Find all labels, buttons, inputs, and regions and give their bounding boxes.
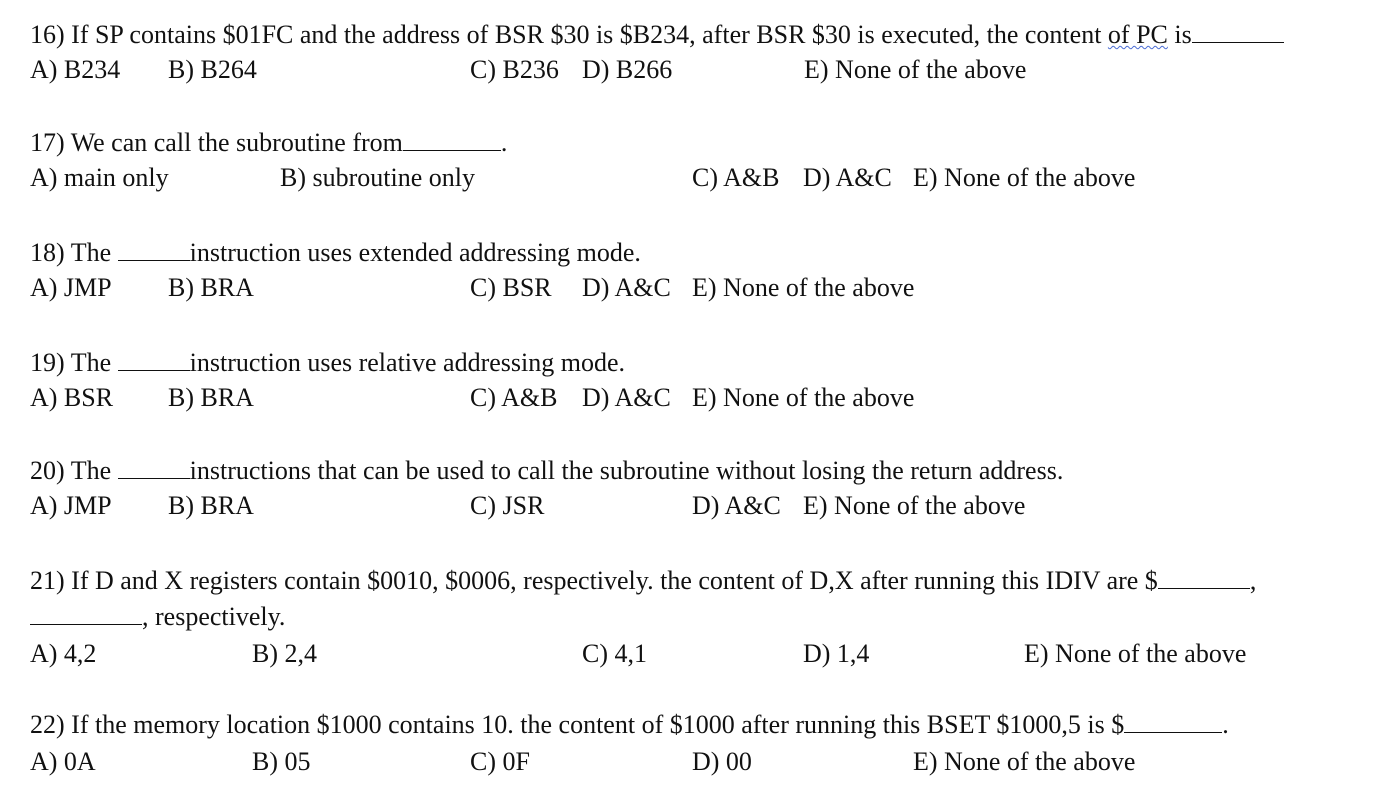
option-d: D) B266 xyxy=(582,55,673,84)
answer-blank xyxy=(30,598,142,625)
spellcheck-flagged-text: of PC xyxy=(1107,20,1168,49)
option-a: A) JMP xyxy=(30,273,112,302)
question-17-options xyxy=(0,160,1382,196)
option-b: B) BRA xyxy=(168,273,254,302)
question-20-options xyxy=(0,488,1382,524)
option-e: E) None of the above xyxy=(804,55,1027,84)
option-e: E) None of the above xyxy=(913,747,1136,776)
answer-blank xyxy=(118,452,190,479)
option-a: A) BSR xyxy=(30,383,114,412)
option-a: A) JMP xyxy=(30,491,112,520)
option-e: E) None of the above xyxy=(692,383,915,412)
question-21 xyxy=(0,562,1382,598)
question-22-options xyxy=(0,744,1382,780)
question-19 xyxy=(0,344,1382,380)
option-d: D) A&C xyxy=(582,273,671,302)
question-21-text-continued: , respectively. xyxy=(30,598,285,635)
option-e: E) None of the above xyxy=(692,273,915,302)
option-a: A) 0A xyxy=(30,747,96,776)
option-b: B) B264 xyxy=(168,55,257,84)
option-d: D) 00 xyxy=(692,747,752,776)
option-c: C) A&B xyxy=(692,163,780,192)
question-22 xyxy=(0,706,1382,742)
option-c: C) B236 xyxy=(470,55,559,84)
question-20 xyxy=(0,452,1382,488)
answer-blank xyxy=(1192,16,1284,43)
question-19-text: 19) The instruction uses relative addressing mode. xyxy=(30,344,625,381)
option-d: D) 1,4 xyxy=(803,639,870,668)
question-19-options xyxy=(0,380,1382,416)
answer-blank xyxy=(1158,562,1250,589)
option-e: E) None of the above xyxy=(913,163,1136,192)
question-21-options xyxy=(0,636,1382,672)
option-d: D) A&C xyxy=(692,491,781,520)
option-d: D) A&C xyxy=(582,383,671,412)
option-c: C) JSR xyxy=(470,491,545,520)
option-b: B) BRA xyxy=(168,491,254,520)
question-21-text: 21) If D and X registers contain $0010, $0006, respectively. the content of D,X after running this IDIV are $ , xyxy=(30,562,1256,599)
option-c: C) 4,1 xyxy=(582,639,647,668)
question-22-text: 22) If the memory location $1000 contains 10. the content of $1000 after running this BSET $1000,5 is $ . xyxy=(30,706,1229,743)
option-b: B) subroutine only xyxy=(280,163,475,192)
question-21-continued xyxy=(0,598,1382,634)
answer-blank xyxy=(118,344,190,371)
option-c: C) 0F xyxy=(470,747,530,776)
question-18-options xyxy=(0,270,1382,306)
option-a: A) 4,2 xyxy=(30,639,97,668)
option-e: E) None of the above xyxy=(803,491,1026,520)
question-16 xyxy=(0,16,1382,52)
option-c: C) BSR xyxy=(470,273,552,302)
question-18 xyxy=(0,234,1382,270)
question-18-text: 18) The instruction uses extended addressing mode. xyxy=(30,234,641,271)
answer-blank xyxy=(403,124,501,151)
option-b: B) BRA xyxy=(168,383,254,412)
option-a: A) B234 xyxy=(30,55,121,84)
option-c: C) A&B xyxy=(470,383,558,412)
question-16-options xyxy=(0,52,1382,88)
answer-blank xyxy=(118,234,190,261)
option-b: B) 05 xyxy=(252,747,311,776)
option-e: E) None of the above xyxy=(1024,639,1247,668)
question-20-text: 20) The instructions that can be used to call the subroutine without losing the return address. xyxy=(30,452,1063,489)
option-a: A) main only xyxy=(30,163,169,192)
question-17 xyxy=(0,124,1382,160)
answer-blank xyxy=(1124,706,1222,733)
question-17-text: 17) We can call the subroutine from . xyxy=(30,124,507,161)
question-16-text: 16) If SP contains $01FC and the address of BSR $30 is $B234, after BSR $30 is executed, the content of PC is xyxy=(30,16,1284,53)
option-b: B) 2,4 xyxy=(252,639,317,668)
option-d: D) A&C xyxy=(803,163,892,192)
